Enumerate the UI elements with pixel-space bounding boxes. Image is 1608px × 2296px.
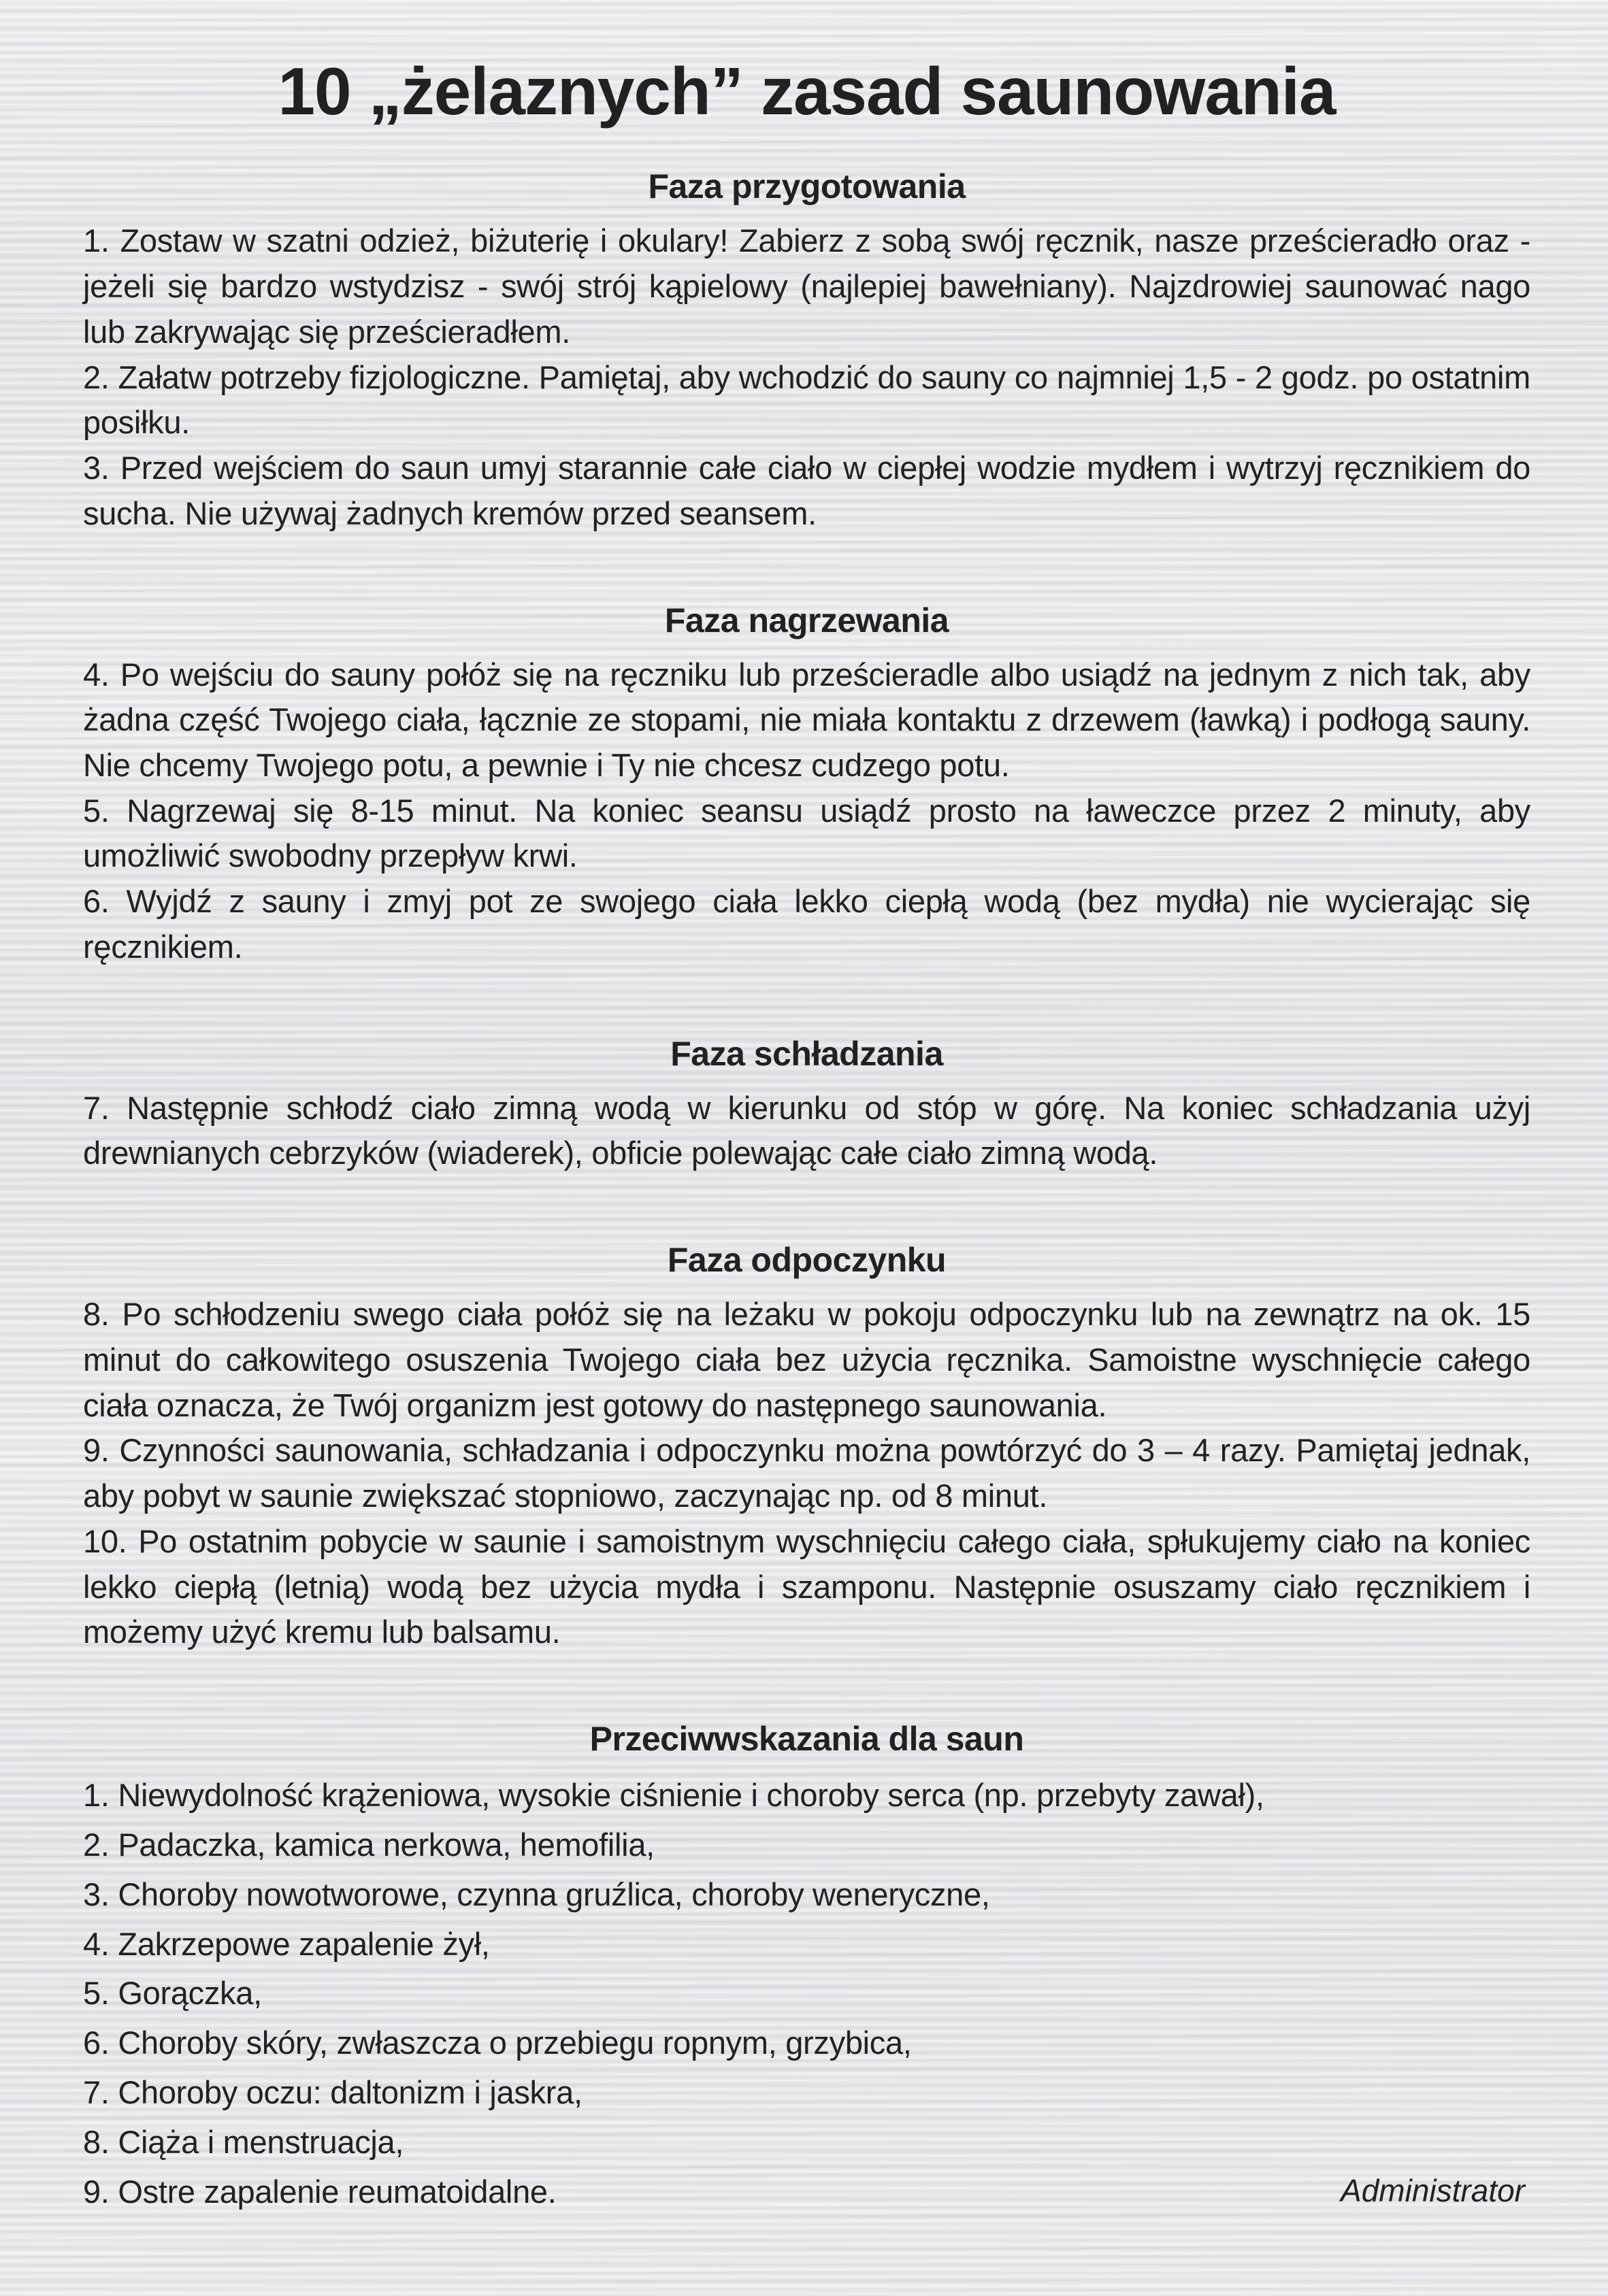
rule-paragraph: 4. Po wejściu do sauny połóż się na ręczniku lub prześcieradle albo usiądź na jednym z nich tak, aby żadna część Twojego ciała, łącznie ze stopami, nie miała kontaktu z drzewem (ławką) i podłogą sauny. Nie chcemy Twojego potu, a pewnie i Ty nie chcesz cudzego potu. [83,656,1530,783]
section-heading: Przeciwwskazania dla saun [589,1719,1024,1758]
rule-paragraph: 7. Następnie schłodź ciało zimną wodą w kierunku od stóp w górę. Na koniec schładzania użyj drewnianych cebrzyków (wiaderek), obficie polewając całe ciało zimną wodą. [83,1089,1530,1171]
signature: Administrator [1341,2172,1525,2208]
section-paragraphs [83,1086,1530,1176]
contraindication-item: 9. Ostre zapalenie reumatoidalne. [83,2173,557,2210]
document-section [83,601,1530,970]
section-heading: Faza przygotowania [648,167,966,206]
contraindication-item: 8. Ciąża i menstruacja, [83,2123,404,2160]
rule-paragraph: 5. Nagrzewaj się 8-15 minut. Na koniec seansu usiądź prosto na ławeczce przez 2 minuty, aby umożliwić swobodny przepływ krwi. [83,792,1530,874]
section-heading: Faza nagrzewania [664,601,949,639]
contraindication-item: 1. Niewydolność krążeniowa, wysokie ciśnienie i choroby serca (np. przebyty zawał), [83,1776,1264,1813]
section-paragraphs [83,1292,1530,1655]
rule-paragraph: 3. Przed wejściem do saun umyj starannie całe ciało w ciepłej wodzie mydłem i wytrzyj ręcznikiem do sucha. Nie używaj żadnych kremów przed seansem. [83,450,1530,531]
rule-paragraph: 6. Wyjdź z sauny i zmyj pot ze swojego ciała lekko ciepłą wodą (bez mydła) nie wycierając się ręcznikiem. [83,883,1530,965]
document-body [83,167,1530,2216]
section-paragraphs [83,1771,1530,2217]
contraindication-item: 6. Choroby skóry, zwłaszcza o przebiegu ropnym, grzybica, [83,2025,912,2061]
section-heading: Faza schładzania [670,1034,943,1073]
section-paragraphs [83,218,1530,536]
contraindication-item: 2. Padaczka, kamica nerkowa, hemofilia, [83,1826,655,1863]
contraindication-item: 4. Zakrzepowe zapalenie żył, [83,1925,490,1962]
rule-paragraph: 10. Po ostatnim pobycie w saunie i samoistnym wyschnięciu całego ciała, spłukujemy ciało na koniec lekko ciepłą (letnią) wodą bez użycia mydła i szamponu. Następnie osuszamy ciało ręcznikiem i możemy użyć kremu lub balsamu. [83,1523,1530,1650]
contraindication-item: 7. Choroby oczu: daltonizm i jaskra, [83,2074,583,2111]
rule-paragraph: 1. Zostaw w szatni odzież, biżuterię i okulary! Zabierz z sobą swój ręcznik, nasze prześcieradło oraz - jeżeli się bardzo wstydzisz - swój strój kąpielowy (najlepiej bawełniany). Najzdrowiej saunować nago lub zakrywając się prześcieradłem. [83,222,1530,350]
document-section [83,1034,1530,1176]
rule-paragraph: 2. Załatw potrzeby fizjologiczne. Pamiętaj, aby wchodzić do sauny co najmniej 1,5 - 2 godz. po ostatnim posiłku. [83,359,1530,441]
section-paragraphs [83,652,1530,970]
section-heading: Faza odpoczynku [667,1241,947,1280]
document-section [83,1719,1530,2217]
document-section [83,1240,1530,1655]
contraindication-item: 5. Gorączka, [83,1975,262,2012]
document-section [83,167,1530,536]
contraindication-item: 3. Choroby nowotworowe, czynna gruźlica, choroby weneryczne, [83,1876,990,1912]
page-title: 10 „żelaznych” zasad saunowania [278,54,1336,129]
rule-paragraph: 9. Czynności saunowania, schładzania i odpoczynku można powtórzyć do 3 – 4 razy. Pamiętaj jednak, aby pobyt w saunie zwiększać stopniowo, zaczynając np. od 8 minut. [83,1432,1530,1514]
rule-paragraph: 8. Po schłodzeniu swego ciała połóż się na leżaku w pokoju odpoczynku lub na zewnątrz na ok. 15 minut do całkowitego osuszenia Twojego ciała bez użycia ręcznika. Samoistne wyschnięcie całego ciała oznacza, że Twój organizm jest gotowy do następnego saunowania. [83,1296,1530,1423]
